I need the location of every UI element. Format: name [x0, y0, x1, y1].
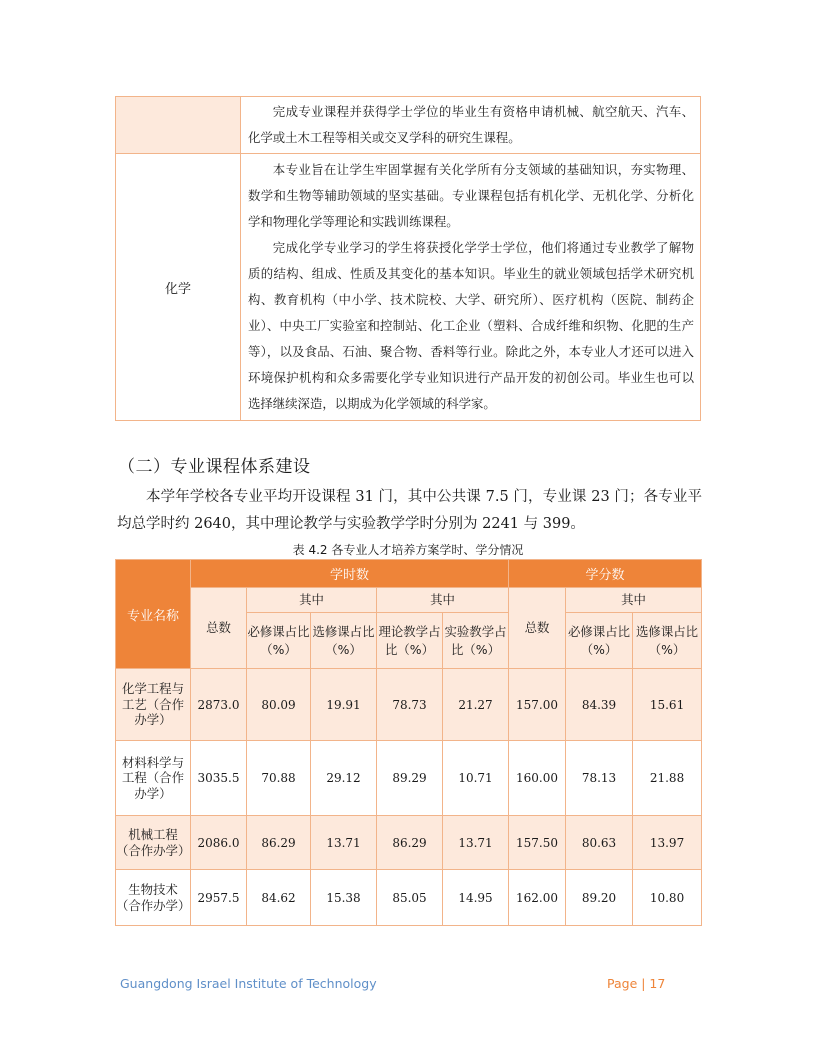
cell-credits-elective: 13.97 — [633, 816, 702, 870]
cell-hours-elective: 13.71 — [311, 816, 377, 870]
table-header-row — [116, 588, 702, 613]
curriculum-hours-credits-table — [115, 559, 702, 926]
table-row — [116, 97, 701, 154]
cell-credits-elective: 15.61 — [633, 669, 702, 741]
body-paragraph: 本学年学校各专业平均开设课程 31 门，其中公共课 7.5 门，专业课 23 门；各专业平均总学时约 2640，其中理论教学与实验教学学时分别为 2241 与 399。 — [117, 489, 702, 532]
cell-hours-elective: 19.91 — [311, 669, 377, 741]
cell-credits-total: 160.00 — [509, 741, 566, 816]
cell-hours-lab: 13.71 — [443, 816, 509, 870]
cell-hours-lab: 10.71 — [443, 741, 509, 816]
header-hours-theory: 理论教学占比（%） — [377, 613, 443, 669]
cell-hours-required: 84.62 — [247, 870, 311, 926]
header-hours-total: 总数 — [191, 588, 247, 669]
cell-hours-total: 2957.5 — [191, 870, 247, 926]
cell-hours-theory: 85.05 — [377, 870, 443, 926]
cell-hours-total: 3035.5 — [191, 741, 247, 816]
table-row — [116, 816, 702, 870]
cell-hours-lab: 14.95 — [443, 870, 509, 926]
table-row — [116, 669, 702, 741]
major-description-cell — [241, 97, 701, 154]
cell-credits-total: 162.00 — [509, 870, 566, 926]
cell-credits-required: 80.63 — [566, 816, 633, 870]
description-paragraph: 本专业旨在让学生牢固掌握有关化学所有分支领域的基础知识，夯实物理、数学和生物等辅助领域的坚实基础。专业课程包括有机化学、无机化学、分析化学和物理化学等理论和实践训练课程。 — [248, 162, 694, 229]
cell-hours-required: 80.09 — [247, 669, 311, 741]
cell-hours-required: 86.29 — [247, 816, 311, 870]
cell-credits-total: 157.50 — [509, 816, 566, 870]
cell-hours-elective: 29.12 — [311, 741, 377, 816]
section-heading: （二）专业课程体系建设 — [118, 457, 311, 477]
cell-hours-theory: 89.29 — [377, 741, 443, 816]
major-description-table — [115, 96, 701, 421]
footer-institution: Guangdong Israel Institute of Technology — [120, 976, 377, 991]
header-hours-lab: 实验教学占比（%） — [443, 613, 509, 669]
table-caption: 表 4.2 各专业人才培养方案学时、学分情况 — [292, 543, 524, 557]
major-name-cell — [116, 97, 241, 154]
header-credits-elective: 选修课占比（%） — [633, 613, 702, 669]
cell-hours-theory: 78.73 — [377, 669, 443, 741]
cell-credits-elective: 21.88 — [633, 741, 702, 816]
table-row — [116, 741, 702, 816]
cell-hours-total: 2086.0 — [191, 816, 247, 870]
major-name-cell: 化学 — [116, 154, 241, 421]
table-header-row — [116, 560, 702, 588]
row-major-name: 机械工程（合作办学） — [116, 816, 191, 870]
header-hours-elective: 选修课占比（%） — [311, 613, 377, 669]
header-major-name: 专业名称 — [116, 560, 191, 669]
header-credits-required: 必修课占比（%） — [566, 613, 633, 669]
cell-credits-required: 84.39 — [566, 669, 633, 741]
header-credits-of-which: 其中 — [566, 588, 702, 613]
header-credits-group: 学分数 — [509, 560, 702, 588]
cell-credits-elective: 10.80 — [633, 870, 702, 926]
cell-hours-required: 70.88 — [247, 741, 311, 816]
table-row — [116, 154, 701, 421]
table-row — [116, 870, 702, 926]
cell-credits-required: 78.13 — [566, 741, 633, 816]
header-hours-required: 必修课占比（%） — [247, 613, 311, 669]
cell-credits-required: 89.20 — [566, 870, 633, 926]
description-paragraph: 完成专业课程并获得学士学位的毕业生有资格申请机械、航空航天、汽车、化学或土木工程等相关或交叉学科的研究生课程。 — [248, 104, 694, 145]
major-description-cell — [241, 154, 701, 421]
description-paragraph: 完成化学专业学习的学生将获授化学学士学位，他们将通过专业教学了解物质的结构、组成、性质及其变化的基本知识。毕业生的就业领域包括学术研究机构、教育机构（中小学、技术院校、大学、研究所）、医疗机构（医院、制药企业）、中央工厂实验室和控制站、化工企业（塑料、合成纤维和织物、化肥的生产等），以及食品、石油、聚合物、香料等行业。除此之外，本专业人才还可以进入环境保护机构和众多需要化学专业知识进行产品开发的初创公司。毕业生也可以选择继续深造，以期成为化学领域的科学家。 — [248, 240, 694, 411]
cell-hours-total: 2873.0 — [191, 669, 247, 741]
cell-hours-lab: 21.27 — [443, 669, 509, 741]
footer-page-number: Page | 17 — [607, 976, 666, 991]
header-of-which: 其中 — [247, 588, 377, 613]
cell-hours-theory: 86.29 — [377, 816, 443, 870]
row-major-name: 生物技术（合作办学） — [116, 870, 191, 926]
row-major-name: 材料科学与工程（合作办学） — [116, 741, 191, 816]
header-hours-group: 学时数 — [191, 560, 509, 588]
header-credits-total: 总数 — [509, 588, 566, 669]
cell-credits-total: 157.00 — [509, 669, 566, 741]
header-of-which: 其中 — [377, 588, 509, 613]
row-major-name: 化学工程与工艺（合作办学） — [116, 669, 191, 741]
cell-hours-elective: 15.38 — [311, 870, 377, 926]
